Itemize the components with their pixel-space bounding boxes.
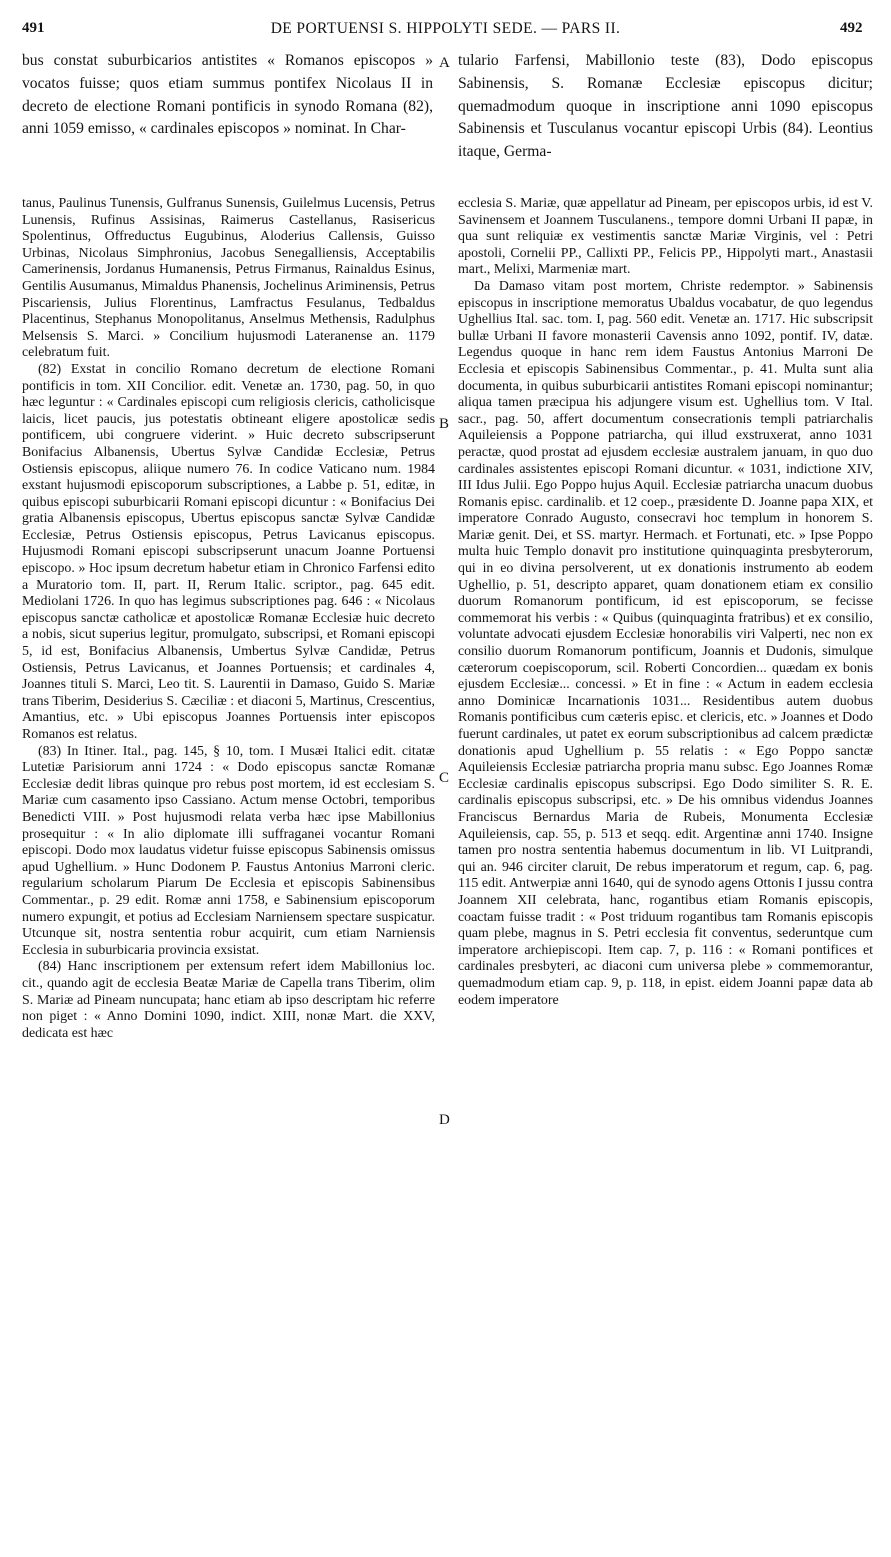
margin-letter-b: B [439,416,450,432]
notes-right-column [458,196,873,1546]
page-number-left: 491 [22,20,45,36]
running-head [0,0,891,40]
main-text-left-column [22,50,433,172]
main-text-paragraph: tulario Farfensi, Mabillonio teste (83), Dodo episcopus Sabinensis, S. Romanæ Ecclesiæ episcopus dicitur; quemadmodum quoque in inscriptione anni 1090 episcopus Sabinensis et Tusculanus vocantur episcopi Urbis (84). Leontius itaque, Germa- [458,52,873,161]
note-84: (84) Hanc inscriptionem per extensum refert idem Mabillonius loc. cit., quando agit de ecclesia Beatæ Mariæ de Capella trans Tiberim, olim S. Mariæ ad Pineam nuncupata; hanc etiam ab ipso descriptam hic referre non piget : « Anno Domini 1090, indict. XIII, nonæ Mart. die XXV, dedicata est hæc [22,959,435,1041]
margin-letter-c: C [439,770,450,786]
note-paragraph: Da Damaso vitam post mortem, Christe redemptor. » Sabinensis episcopus in inscriptione memoratus Ubaldus vocabatur, de quo legendus Ughellius Ital. sac. tom. I, pag. 560 edit. Venetæ an. 1717. Hic subscripsit bullæ Urbani II favore monasterii Cavensis anno 1092, pontif. IV, datæ. Legendus quoque in hanc rem idem Faustus Antonius Marroni De Ecclesia et episcopis Sabinensibus Commentar., p. 41. Multa sunt alia documenta, in quibus suburbicarii antistites Romani episcopi nominantur; aliqua tamen præcipua his adjungere visum est. Ughellius tom. V Ital. sacr., pag. 50, affert documentum consecrationis templi patriarchalis Aquileiensis a Poppone patriarcha, qui illud exstruxerat, anno 1031 peractæ, quod prostat ad ejusdem ecclesiæ australem januam, in quo duo cardinales assistentes episcopi Romani dicuntur. « 1031, indictione XIV, III Idus Julii. Ego Poppo hujus Aquil. Ecclesiæ patriarcha unacum duobus Romanis episc. cardinalib. et 12 coep., præsidente D. Joanne papa XIX, et imperatore Conrado Augusto, consecravi hoc templum in honorem S. Mariæ genit. Dei, et SS. martyr. Hermach. et Fortunati, etc. » Ipse Poppo multa huic Templo donavit pro institutione quinquaginta presbyterorum, qui in eo divina persolverent, ut ex donationis instrumento ab eodem Ughellio, p. 51, descripto apparet, quam donationem etiam ex consilio duorum Romanorum pontificum, id est episcoporum, se fecisse commemorat his verbis : « Quibus (quinquaginta fratribus) et ex consilio, voluntate advocati ejusdem Ecclesiæ honorabilis viri Valperti, nec non ex consilio duorum Romanorum pontificum, Joannis et Dudonis, simulque cæterorum coepiscoporum, scil. Roberti Concordien... quædam ex bonis ejusdem Ecclesiæ... concessi. » Et in fine : « Actum in eadem ecclesia anno Dominicæ Incarnationis 1031... Residentibus autem duobus Romanis pontificibus cum cæteris episc. et clericis, etc. » Joannes et Dodo fuerunt cardinales, ut patet ex eorum subscriptionibus ad calcem prædictæ donationis apud Ughellium p. 55 relatis : « Ego Poppo sanctæ Aquileiensis Ecclesiæ patriarcha propria manu subsc. Ego Joannes Romæ Ecclesiæ cardinalis episcopus subscripsi. Ego Dodo similiter S. R. E. cardinalis episcopus subscripsi, etc. » De his omnibus videndus Joannes Franciscus Bernardus Maria de Rubeis, Monumenta Ecclesiæ Aquileiensis, cap. 55, p. 513 et seqq. edit. Argentinæ anni 1740. Insigne tamen pro nostra sententia habemus documentum in lib. VI Luitprandi, qui an. 946 circiter claruit, De rebus imperatorum et regum, cap. 6, pag. 115 edit. Antwerpiæ anni 1640, qui de synodo agens Ottonis I jussu contra Joannem XII celebrata, hanc, rogantibus etiam Romanis episcopis, coactam fuisse tradit : « Post triduum rogantibus tam Romanis episcopis quam plebe, magnus in S. Petri ecclesia fit conventus, sederuntque cum imperatore archiepiscopi. Item cap. 7, p. 116 : « Romani pontifices et cardinales presbyteri, ac diaconi cum universa plebe » commemorantur, quemadmodum etiam cap. 9, p. 118, in epist. eidem Joanni papæ data ab eodem imperatore [458,278,873,1008]
notes-left-column [22,196,435,1546]
note-paragraph: ecclesia S. Mariæ, quæ appellatur ad Pineam, per episcopos urbis, id est V. Savinensem et Joannem Tusculanens., tempore domni Urbani II papæ, in qua sunt reliquiæ ex vestimentis sanctæ Mariæ Virginis, vel : Petri apostoli, Cornelii PP., Callixti PP., Felicis PP., Hippolyti mart., Anastasii mart., Melixi, Marmeniæ mart. [458,196,873,278]
note-82: (82) Exstat in concilio Romano decretum de electione Romani pontificis in tom. XII Concilior. edit. Venetæ an. 1730, pag. 50, in quo hæc leguntur : « Cardinales episcopi cum religiosis clericis, catholicisque laicis, licet paucis, jus potestatis obtineant eligere apostolicæ sedis pontificem, ubi congruere viderint. » Huic decreto subscripserunt Bonifacius Albanensis, Ubertus Sylvæ Candidæ Ecclesiæ, Petrus Ostiensis episcopus, aliique numero 76. In codice Vaticano num. 1984 exstant hujusmodi episcoporum subscriptiones, a Labbe p. 51, editæ, in quibus episcopi suburbicarii Romani episcopi dicuntur : « Bonifacius Dei gratia Albanensis episcopus, Ubertus episcopus sanctæ Sylvæ Candidæ Ecclesiæ, Petrus Ostiensis episcopus, Petrus Lavicanus episcopus. Hujusmodi Romani episcopi subscripserunt unacum Joanne Portuensi episcopo. » Hoc ipsum decretum habetur etiam in Chronico Farfensi edito a Muratorio tom. II, part. II, Rerum Italic. scriptor., pag. 645 edit. Mediolani 1726. In quo has legimus subscriptiones pag. 646 : « Nicolaus episcopus sanctæ catholicæ et apostolicæ Romanæ Ecclesiæ huic decreto a nobis, sicut superius legitur, promulgato, subscripsi, et Romani episcopi 5, id est, Bonifacius Albanensis, Umbertus Sylvæ Candidæ, Petrus Ostiensis, Petrus Lavicanus, et Joannes Portuensis; et cardinales 4, Joannes tituli S. Marci, Leo tit. S. Laurentii in Damaso, Guido S. Mariæ trans Tiberim, Desiderius S. Cæciliæ : et diaconi 5, Martinus, Crescentius, Amantius, etc. » Ubi episcopus Joannes Portuensis inter episcopos Romanos est relatus. [22,361,435,742]
running-title: DE PORTUENSI S. HIPPOLYTI SEDE. — PARS II. [270,20,621,37]
main-text-paragraph: bus constat suburbicarios antistites « Romanos episcopos » vocatos fuisse; quos etiam summus pontifex Nicolaus II in decreto de electione Romani pontificis in synodo Romana (82), anni 1059 emisso, « cardinales episcopos » nominat. In Char- [22,52,433,138]
note-83: (83) In Itiner. Ital., pag. 145, § 10, tom. I Musæi Italici edit. citatæ Lutetiæ Parisiorum anni 1724 : « Dodo episcopus sanctæ Romanæ Ecclesiæ dedit libras quinque pro rebus post mortem, id est ecclesiam S. Mariæ cum casamento ipso Cassiano. Actum mense Octobri, temporibus Benedicti VIII. » Post hujusmodi relata verba hæc ipse Mabillonius prosequitur : « In alio diplomate illi suffraganei vocantur Romani episcopi. Dodo mox laudatus videtur fuisse episcopus Sabinensis omissus apud Ughellium. » Hunc Dodonem P. Faustus Antonius Marroni cleric. regularium scholarum Piarum De Ecclesia et episcopis Sabinensibus Commentar., p. 29 edit. Romæ anni 1758, e Sabinensium episcoporum numero expungit, et potius ad Ecclesiam Narniensem spectare suspicatur. Utcunque sit, nostra sententia robur acquirit, cum etiam Narniensis Ecclesia in suburbicaria provincia exsistat. [22,743,435,958]
note-paragraph: tanus, Paulinus Tunensis, Gulfranus Sunensis, Guilelmus Lucensis, Petrus Lunensis, Rufinus Assisinas, Raimerus Castellanus, Rasisericus Spolentinus, Offreductus Eugubinus, Aloderius Callensis, Guisso Urbinas, Nicolaus Simphronius, Jacobus Senegalliensis, Acceptabilis Camerinensis, Jordanus Humanensis, Petrus Firmanus, Rainaldus Esinus, Gentilis Ausumanus, Mimaldus Phanensis, Jochelinus Ariminensis, Petrus Piscariensis, Julius Florentinus, Lamfractus Fesulanus, Tedbaldus Placentinus, Stephanus Monopolitanus, Anselmus Methensis, Radulphus Melsensis S. Marci. » Concilium hujusmodi Lateranense an. 1179 celebratum fuit. [22,196,435,361]
page-number-right: 492 [840,20,863,36]
margin-letter-d: D [439,1112,450,1128]
main-text-right-column [458,50,873,172]
margin-letter-a: A [439,55,450,71]
